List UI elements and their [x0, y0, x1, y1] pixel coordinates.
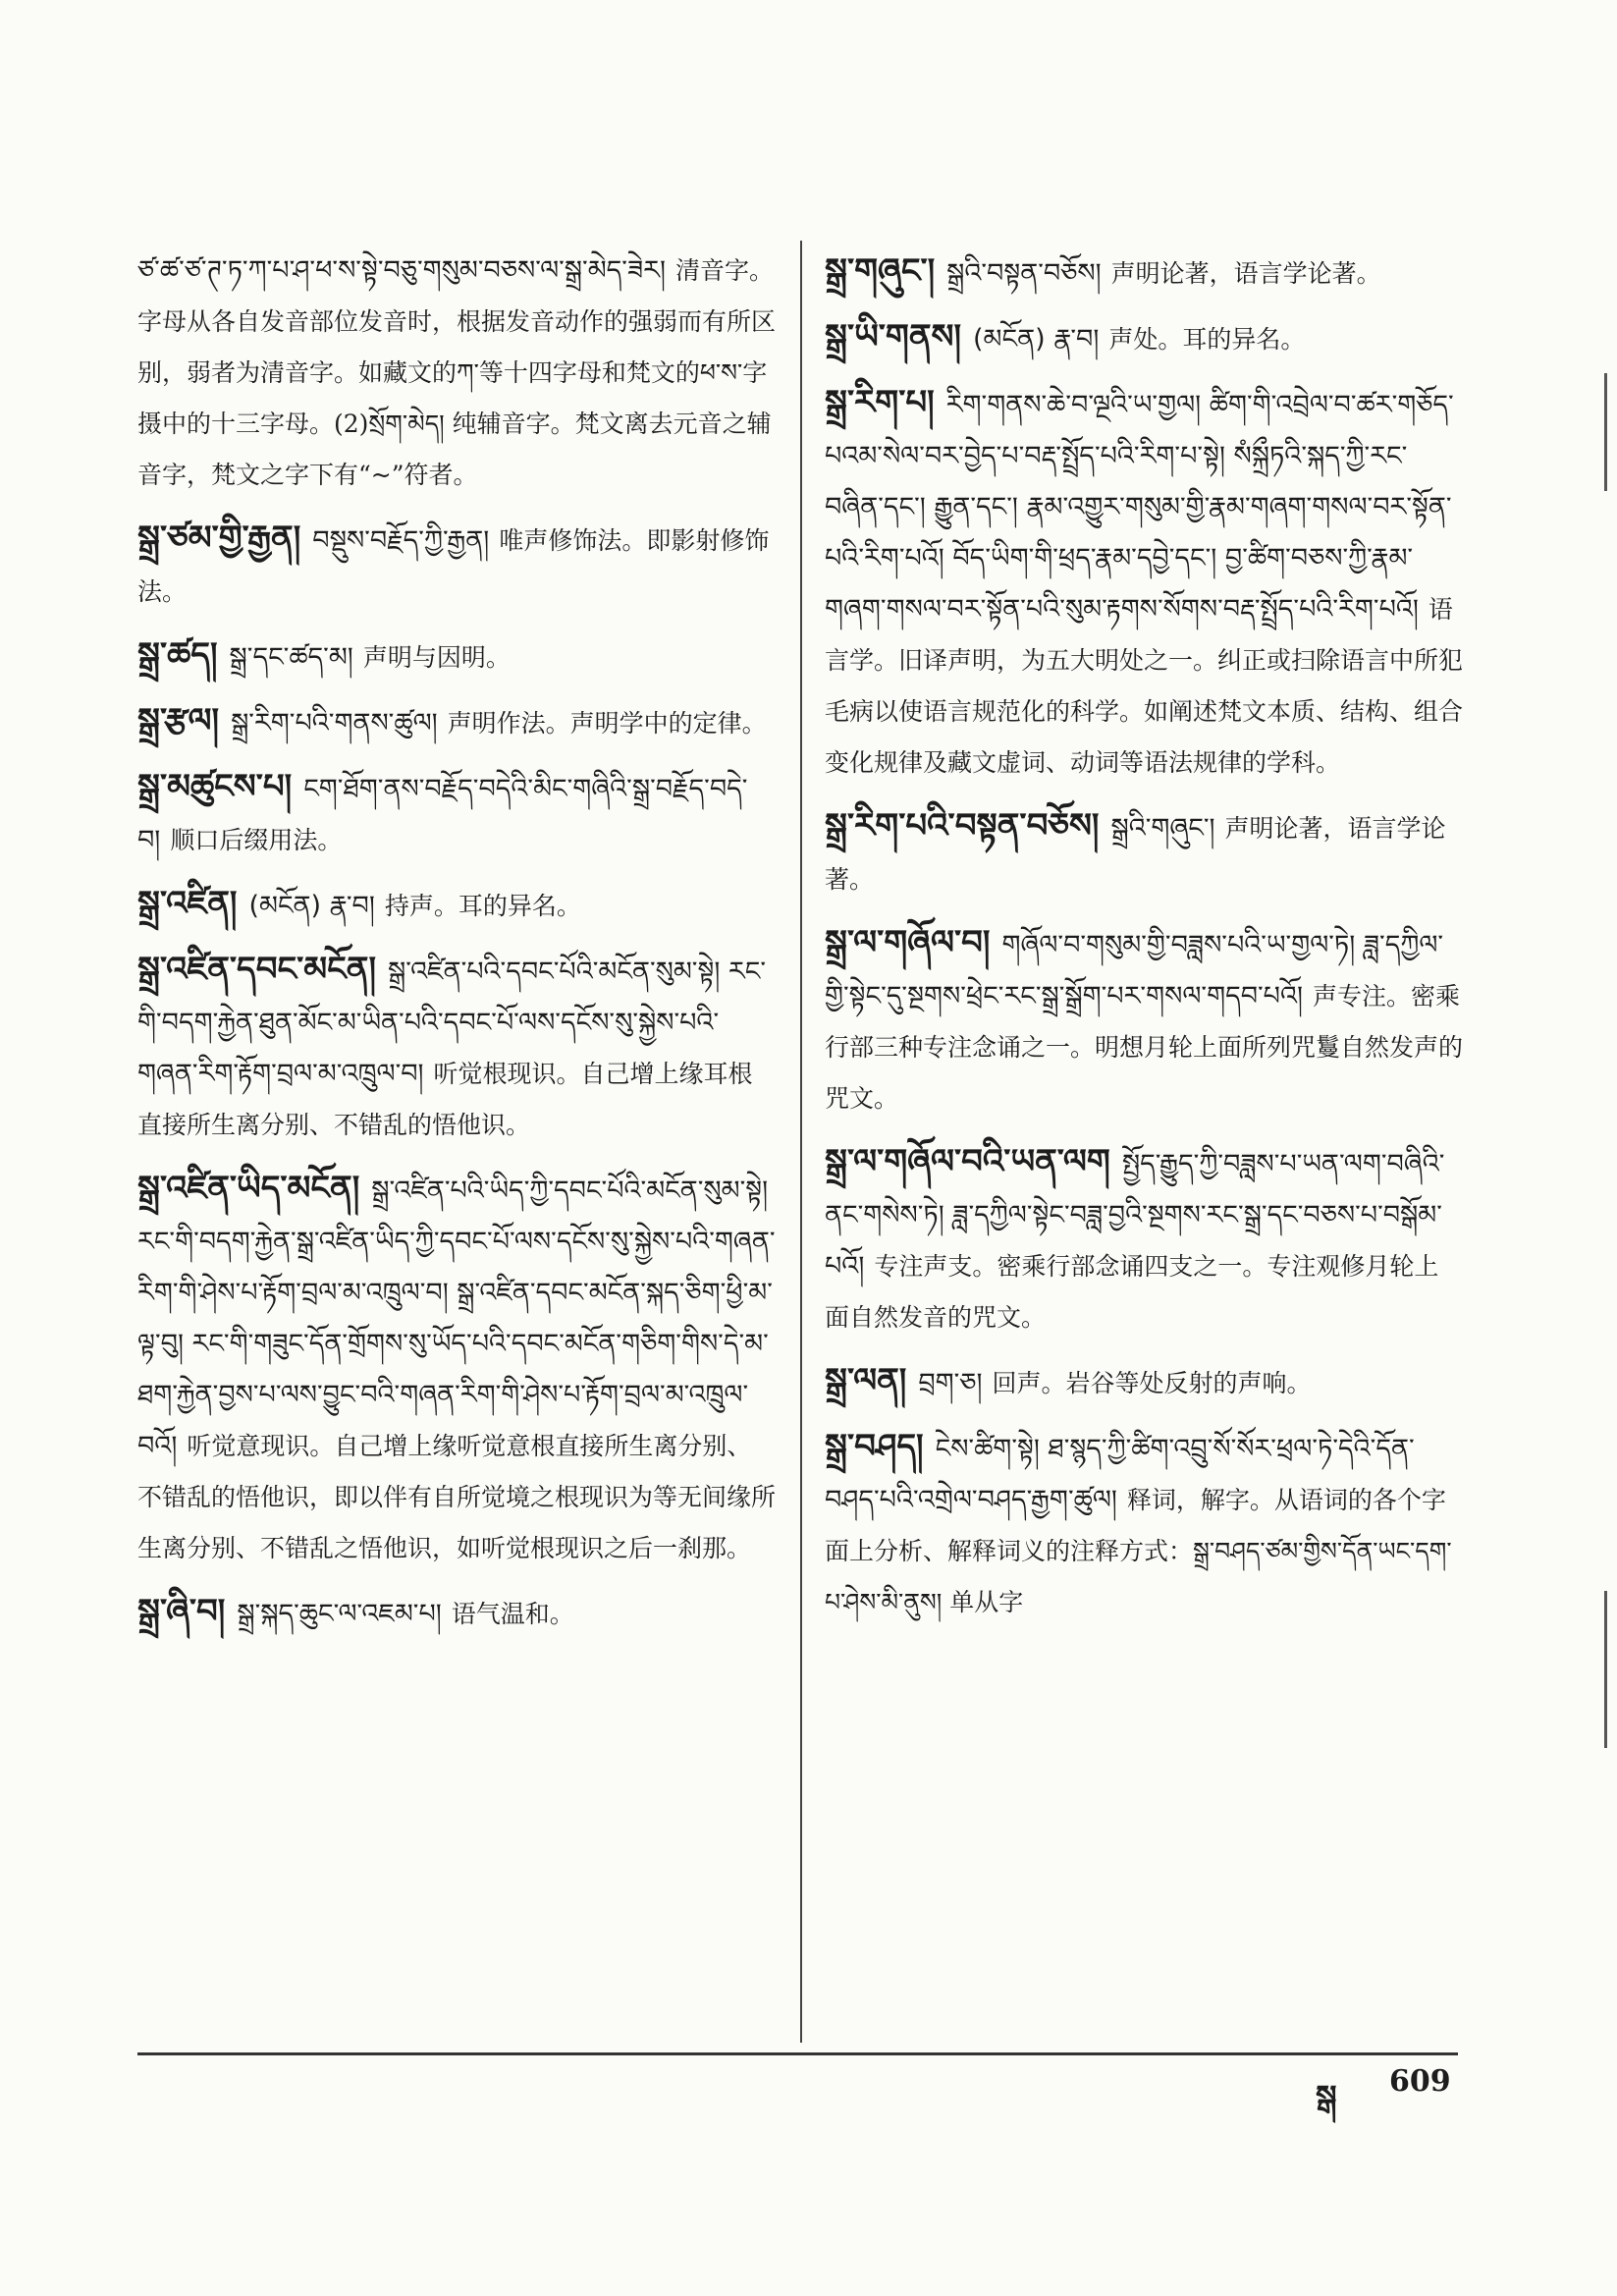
- headword: སྒྲ་ཡི་གནས།: [825, 317, 961, 356]
- dictionary-entry: [137, 944, 776, 1151]
- dictionary-entry: [825, 311, 1463, 365]
- tibetan-definition: སྒྲའི་བསྟན་བཅོས།: [946, 258, 1102, 289]
- tibetan-definition: སྒྲ་རིག་པའི་གནས་ཚུལ།: [231, 708, 438, 738]
- chinese-gloss: 顺口后缀用法。: [170, 826, 343, 854]
- headword: སྒྲ་ཚད།: [137, 635, 218, 675]
- dictionary-entry: [137, 513, 776, 618]
- headword: སྒྲ་བཤད།: [825, 1427, 924, 1466]
- dictionary-entry: [137, 629, 776, 683]
- chinese-gloss: 语言学。旧译声明，为五大明处之一。纠正或扫除语言中所犯毛病以使语言规范化的科学。如阐述梵文本质、结构、组合变化规律及藏文虚词、动词等语法规律的学科。: [825, 595, 1464, 777]
- dictionary-entry: [825, 246, 1463, 300]
- chinese-gloss: 声专注。密乘行部三种专注念诵之一。明想月轮上面所列咒鬘自然发声的咒文。: [825, 982, 1464, 1113]
- dictionary-entry: [137, 246, 776, 501]
- tibetan-definition: ཙ་ཚ་ཙ་ཊ་ཏ་ཀ་པ་ཤ་ཕ་ས་སྟེ་བཅུ་གསུམ་བཅས་ལ་སྒྲ་མེད་ཟེར།: [137, 255, 666, 286]
- chinese-gloss: 持声。耳的异名。: [384, 892, 581, 920]
- tibetan-definition: ངག་ཐོག་ནས་བརྗོད་བདེའི་མིང་གཞིའི་སྒྲ་བརྗོད་བདེ་བ།: [137, 774, 748, 855]
- tibetan-definition: རིག་གནས་ཆེ་བ་ལྔའི་ཡ་གྱལ། ཚིག་གི་འབྲེལ་བ་ཚར་གཅོད་པའམ་སེལ་བར་བྱེད་པ་བརྡ་སྤྲོད་པའི་རིག་པ་སྟེ། སཾསྐྲྀཏའི་སྐད་ཀྱི་རང་བཞིན་དང་། རྒྱུན་དང་། རྣམ་འགྱུར་གསུམ་གྱི་རྣམ་གཞག་གསལ་བར་སྟོན་པའི་རིག་པའོ། བོད་ཡིག་གི་ཕྲད་རྣམ་དབྱེ་དང་། བྱ་ཚིག་བཅས་ཀྱི་རྣམ་གཞག་གསལ་བར་སྟོན་པའི་སུམ་རྟགས་སོགས་བརྡ་སྤྲོད་པའི་རིག་པའོ།: [825, 390, 1454, 625]
- chinese-gloss: 听觉根现识。自己增上缘耳根直接所生离分别、不错乱的悟他识。: [137, 1060, 753, 1139]
- headword: སྒྲ་ཞི་བ།: [137, 1592, 226, 1631]
- chinese-gloss: 声明论著，语言学论著。: [825, 814, 1446, 894]
- dictionary-entry: [825, 377, 1463, 789]
- headword: སྒྲ་རིག་པ།: [825, 383, 935, 422]
- headword: སྒྲ་འཛིན་དབང་མངོན།: [137, 950, 376, 989]
- dictionary-entry: [825, 1421, 1463, 1628]
- running-head-letter: སྒ: [1316, 2078, 1337, 2115]
- chinese-gloss: 听觉意现识。自己增上缘听觉意根直接所生离分别、不错乱的悟他识，即以伴有自所觉境之根现识为等无间缘所生离分别、不错乱之悟他识，如听觉根现识之后一刹那。: [137, 1432, 777, 1562]
- dictionary-entry: [825, 1355, 1463, 1409]
- headword: སྒྲ་ལ་གཞོལ་བའི་ཡན་ལག: [825, 1142, 1110, 1181]
- chinese-gloss: 释词，解字。从语词的各个字面上分析、解释词义的注释方式：སྒྲ་བཤད་ཙམ་གྱིས་དོན་ཡང་དག་པ་ཤེས་མི་ནུས། 单从字: [825, 1486, 1452, 1616]
- headword: སྒྲ་ལན།: [825, 1361, 907, 1400]
- dictionary-entry: [825, 800, 1463, 905]
- chinese-gloss: 声处。耳的异名。: [1108, 325, 1306, 354]
- tibetan-definition: སྒྲ་དང་ཚད་མ།: [229, 642, 353, 673]
- tibetan-definition: གཞོལ་བ་གསུམ་གྱི་བཟླས་པའི་ཡ་གྱལ་ཏེ། ཟླ་དཀྱིལ་གྱི་སྟེང་དུ་སྔགས་ཕྲེང་རང་སྒྲ་སྒྲོག་པར་གསལ་གདབ་པའོ།: [825, 930, 1444, 1011]
- dictionary-entry: [137, 878, 776, 932]
- chinese-gloss: 唯声修饰法。即影射修饰法。: [137, 526, 770, 606]
- tibetan-definition: བསྡུས་བརྗོད་ཀྱི་རྒྱན།: [312, 525, 490, 556]
- page-number: 609: [1389, 2064, 1451, 2099]
- chinese-gloss: 声明作法。声明学中的定律。: [447, 709, 767, 738]
- chinese-gloss: 回声。岩谷等处反射的声响。: [992, 1369, 1312, 1397]
- dictionary-entry: [825, 1136, 1463, 1343]
- tibetan-definition: སྒྲ་འཛིན་པའི་ཡིད་ཀྱི་དབང་པོའི་མངོན་སུམ་སྟེ། རང་གི་བདག་རྐྱེན་སྒྲ་འཛིན་ཡིད་ཀྱི་དབང་པོ་ལས་དངོས་སུ་སྐྱེས་པའི་གཞན་རིག་གི་ཤེས་པ་རྟོག་བྲལ་མ་འཁྲུལ་བ། སྒྲ་འཛིན་དབང་མངོན་སྐད་ཅིག་ཕྱི་མ་ལྟ་བུ། རང་གི་གཟུང་དོན་གྲོགས་སུ་ཡོད་པའི་དབང་མངོན་གཅིག་གིས་དེ་མ་ཐག་རྐྱེན་བྱས་པ་ལས་བྱུང་བའི་གཞན་རིག་གི་ཤེས་པ་རྟོག་བྲལ་མ་འཁྲུལ་བའོ།: [137, 1175, 776, 1461]
- edge-mark: [1604, 373, 1607, 491]
- headword: སྒྲ་རྩལ།: [137, 701, 220, 740]
- chinese-gloss: 专注声支。密乘行部念诵四支之一。专注观修月轮上面自然发音的咒文。: [825, 1252, 1439, 1332]
- chinese-gloss: 清音字。字母从各自发音部位发音时，根据发音动作的强弱而有所区别，弱者为清音字。如藏文的ཀ་等十四字母和梵文的ཕ་ས་字摄中的十三字母。(2)སྲོག་མེད། 纯辅音字。梵文离去元音之辅音字，梵文之字下有“~”符者。: [137, 256, 777, 489]
- dictionary-entry: [137, 1163, 776, 1574]
- headword: སྒྲ་མཚུངས་པ།: [137, 767, 293, 806]
- headword: སྒྲ་རིག་པའི་བསྟན་བཅོས།: [825, 806, 1100, 846]
- headword: སྒྲ་འཛིན་ཡིད་མངོན།: [137, 1169, 360, 1208]
- chinese-gloss: 语气温和。: [451, 1600, 574, 1628]
- tibetan-definition: སྒྲ་སྐད་ཆུང་ལ་འཇམ་པ།: [237, 1599, 442, 1629]
- tibetan-definition: བྲག་ཅ།: [918, 1368, 983, 1398]
- tibetan-definition: སྤྱོད་རྒྱུད་ཀྱི་བཟླས་པ་ཡན་ལག་བཞིའི་ནང་གསེས་ཏེ། ཟླ་དཀྱིལ་སྟེང་བཟླ་བྱའི་སྔགས་རང་སྒྲ་དང་བཅས་པ་བསྒོམ་པའོ།: [825, 1149, 1445, 1282]
- headword: སྒྲ་ཙམ་གྱི་རྒྱན།: [137, 519, 301, 558]
- headword: སྒྲ་འཛིན།: [137, 884, 238, 923]
- edge-mark: [1604, 1591, 1607, 1748]
- tibetan-definition: (མངོན) རྣ་བ།: [973, 324, 1100, 355]
- chinese-gloss: 声明论著，语言学论著。: [1110, 259, 1381, 288]
- dictionary-entry: [825, 917, 1463, 1124]
- right-column: [825, 246, 1463, 1640]
- dictionary-entry: [137, 695, 776, 749]
- dictionary-entry: [137, 761, 776, 866]
- headword: སྒྲ་གཞུང་།: [825, 251, 936, 291]
- footer-rule: [137, 2052, 1458, 2055]
- left-column: [137, 246, 776, 1652]
- headword: སྒྲ་ལ་གཞོལ་བ།: [825, 923, 991, 962]
- chinese-gloss: 声明与因明。: [362, 643, 511, 672]
- tibetan-definition: (མངོན) རྣ་བ།: [248, 891, 375, 921]
- tibetan-definition: སྒྲའི་གཞུང་།: [1110, 813, 1215, 844]
- dictionary-entry: [137, 1586, 776, 1640]
- column-divider: [800, 241, 802, 2043]
- tibetan-definition: སྒྲ་འཛིན་པའི་དབང་པོའི་མངོན་སུམ་སྟེ། རང་གི་བདག་རྐྱེན་ཐུན་མོང་མ་ཡིན་པའི་དབང་པོ་ལས་དངོས་སུ་སྐྱེས་པའི་གཞན་རིག་རྟོག་བྲལ་མ་འཁྲུལ་བ།: [137, 957, 766, 1089]
- tibetan-definition: ངེས་ཚིག་སྟེ། ཐ་སྙད་ཀྱི་ཚིག་འབྲུ་སོ་སོར་ཕྲལ་ཏེ་དེའི་དོན་བཤད་པའི་འགྲེལ་བཤད་རྒྱག་ཚུལ།: [825, 1434, 1415, 1515]
